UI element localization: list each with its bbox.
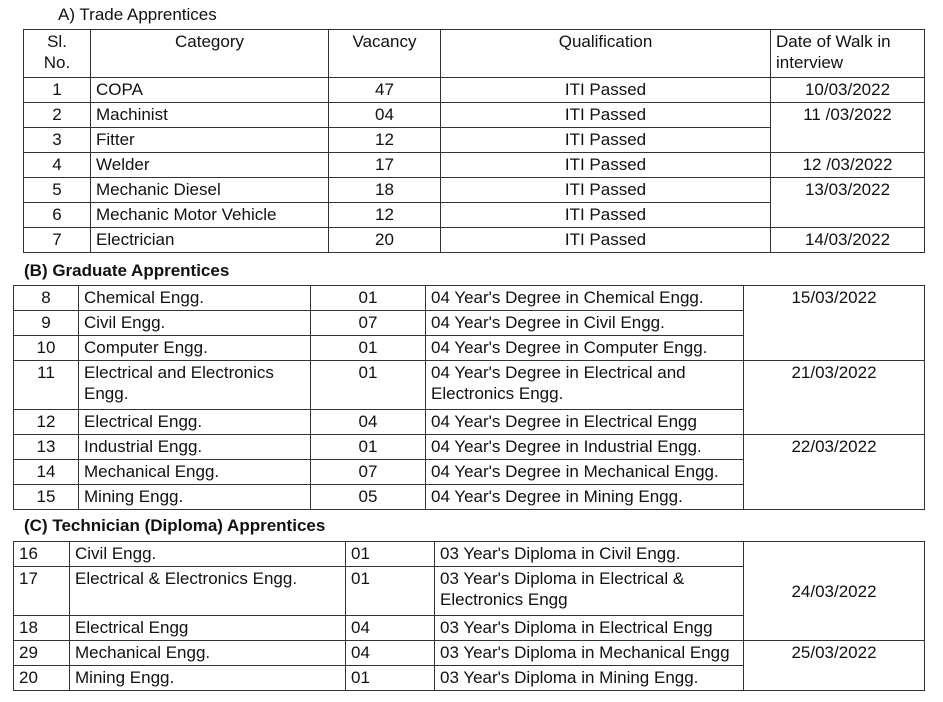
qualification-cell: ITI Passed xyxy=(441,153,771,178)
category-cell: Electrical and Electronics Engg. xyxy=(79,361,311,410)
sl-cell: 16 xyxy=(14,542,70,567)
vacancy-cell: 47 xyxy=(329,78,441,103)
category-cell: Mining Engg. xyxy=(79,485,311,510)
vacancy-cell: 12 xyxy=(329,203,441,228)
date-cell: 13/03/2022 xyxy=(771,178,925,228)
category-cell: Mechanic Motor Vehicle xyxy=(91,203,329,228)
vacancy-cell: 01 xyxy=(311,336,426,361)
category-cell: Fitter xyxy=(91,128,329,153)
date-cell: 10/03/2022 xyxy=(771,78,925,103)
category-cell: Welder xyxy=(91,153,329,178)
table-row xyxy=(14,286,925,311)
sl-cell: 9 xyxy=(14,311,79,336)
category-cell: Electrical & Electronics Engg. xyxy=(70,567,346,616)
date-cell: 12 /03/2022 xyxy=(771,153,925,178)
date-cell: 11 /03/2022 xyxy=(771,103,925,153)
category-cell: Computer Engg. xyxy=(79,336,311,361)
vacancy-cell: 04 xyxy=(346,616,435,641)
vacancy-cell: 07 xyxy=(311,460,426,485)
category-cell: Mechanic Diesel xyxy=(91,178,329,203)
trade-apprentices-table xyxy=(23,29,925,253)
vacancy-cell: 01 xyxy=(346,567,435,616)
section-title-technician-apprentices: (C) Technician (Diploma) Apprentices xyxy=(24,516,326,535)
sl-cell: 14 xyxy=(14,460,79,485)
vacancy-cell: 01 xyxy=(311,286,426,311)
qualification-cell: 04 Year's Degree in Industrial Engg. xyxy=(426,435,744,460)
section-title-trade-apprentices: A) Trade Apprentices xyxy=(58,5,217,24)
vacancy-cell: 07 xyxy=(311,311,426,336)
sl-cell: 13 xyxy=(14,435,79,460)
qualification-cell: ITI Passed xyxy=(441,128,771,153)
section-title-graduate-apprentices: (B) Graduate Apprentices xyxy=(24,261,230,280)
qualification-cell: 03 Year's Diploma in Mechanical Engg xyxy=(435,641,744,666)
qualification-cell: 03 Year's Diploma in Mining Engg. xyxy=(435,666,744,691)
vacancy-cell: 01 xyxy=(346,666,435,691)
date-cell: 14/03/2022 xyxy=(771,228,925,253)
sl-cell: 15 xyxy=(14,485,79,510)
sl-cell: 5 xyxy=(24,178,91,203)
table-row xyxy=(24,228,925,253)
sl-cell: 3 xyxy=(24,128,91,153)
category-cell: Industrial Engg. xyxy=(79,435,311,460)
date-cell: 22/03/2022 xyxy=(744,435,925,510)
vacancy-cell: 01 xyxy=(346,542,435,567)
sl-cell: 6 xyxy=(24,203,91,228)
date-cell: 21/03/2022 xyxy=(744,361,925,435)
qualification-cell: ITI Passed xyxy=(441,228,771,253)
table-row xyxy=(14,542,925,567)
qualification-cell: ITI Passed xyxy=(441,203,771,228)
sl-cell: 1 xyxy=(24,78,91,103)
category-cell: Electrician xyxy=(91,228,329,253)
table-row xyxy=(24,78,925,103)
table-header-row xyxy=(24,30,925,78)
category-cell: Civil Engg. xyxy=(70,542,346,567)
sl-cell: 17 xyxy=(14,567,70,616)
table-row xyxy=(24,178,925,203)
sl-cell: 4 xyxy=(24,153,91,178)
qualification-cell: 03 Year's Diploma in Electrical Engg xyxy=(435,616,744,641)
vacancy-cell: 01 xyxy=(311,361,426,410)
category-cell: Electrical Engg xyxy=(70,616,346,641)
vacancy-cell: 04 xyxy=(346,641,435,666)
sl-cell: 11 xyxy=(14,361,79,410)
vacancy-cell: 05 xyxy=(311,485,426,510)
date-cell: 15/03/2022 xyxy=(744,286,925,361)
header-category: Category xyxy=(91,30,329,78)
vacancy-cell: 12 xyxy=(329,128,441,153)
qualification-cell: 04 Year's Degree in Computer Engg. xyxy=(426,336,744,361)
vacancy-cell: 04 xyxy=(329,103,441,128)
sl-cell: 2 xyxy=(24,103,91,128)
category-cell: Mechanical Engg. xyxy=(70,641,346,666)
qualification-cell: 04 Year's Degree in Chemical Engg. xyxy=(426,286,744,311)
table-row xyxy=(14,435,925,460)
qualification-cell: 03 Year's Diploma in Electrical & Electronics Engg xyxy=(435,567,744,616)
category-cell: Mechanical Engg. xyxy=(79,460,311,485)
category-cell: Machinist xyxy=(91,103,329,128)
vacancy-cell: 01 xyxy=(311,435,426,460)
sl-cell: 8 xyxy=(14,286,79,311)
category-cell: Electrical Engg. xyxy=(79,410,311,435)
category-cell: Chemical Engg. xyxy=(79,286,311,311)
sl-cell: 7 xyxy=(24,228,91,253)
sl-cell: 10 xyxy=(14,336,79,361)
header-qualification: Qualification xyxy=(441,30,771,78)
category-cell: Civil Engg. xyxy=(79,311,311,336)
table-row xyxy=(14,641,925,666)
category-cell: Mining Engg. xyxy=(70,666,346,691)
header-date-of-walk-in: Date of Walk in interview xyxy=(771,30,925,78)
vacancy-cell: 04 xyxy=(311,410,426,435)
table-row xyxy=(24,153,925,178)
header-vacancy: Vacancy xyxy=(329,30,441,78)
table-row xyxy=(14,361,925,410)
qualification-cell: ITI Passed xyxy=(441,178,771,203)
qualification-cell: ITI Passed xyxy=(441,78,771,103)
date-cell: 25/03/2022 xyxy=(744,641,925,691)
qualification-cell: 03 Year's Diploma in Civil Engg. xyxy=(435,542,744,567)
vacancy-cell: 20 xyxy=(329,228,441,253)
date-cell: 24/03/2022 xyxy=(744,542,925,641)
sl-cell: 18 xyxy=(14,616,70,641)
sl-cell: 29 xyxy=(14,641,70,666)
qualification-cell: 04 Year's Degree in Mechanical Engg. xyxy=(426,460,744,485)
qualification-cell: 04 Year's Degree in Electrical and Electronics Engg. xyxy=(426,361,744,410)
technician-apprentices-table xyxy=(13,541,925,691)
sl-cell: 20 xyxy=(14,666,70,691)
qualification-cell: 04 Year's Degree in Civil Engg. xyxy=(426,311,744,336)
category-cell: COPA xyxy=(91,78,329,103)
header-sl-no: Sl. No. xyxy=(24,30,91,78)
sl-cell: 12 xyxy=(14,410,79,435)
qualification-cell: 04 Year's Degree in Electrical Engg xyxy=(426,410,744,435)
qualification-cell: 04 Year's Degree in Mining Engg. xyxy=(426,485,744,510)
qualification-cell: ITI Passed xyxy=(441,103,771,128)
graduate-apprentices-table xyxy=(13,285,925,510)
vacancy-cell: 18 xyxy=(329,178,441,203)
table-row xyxy=(24,103,925,128)
vacancy-cell: 17 xyxy=(329,153,441,178)
